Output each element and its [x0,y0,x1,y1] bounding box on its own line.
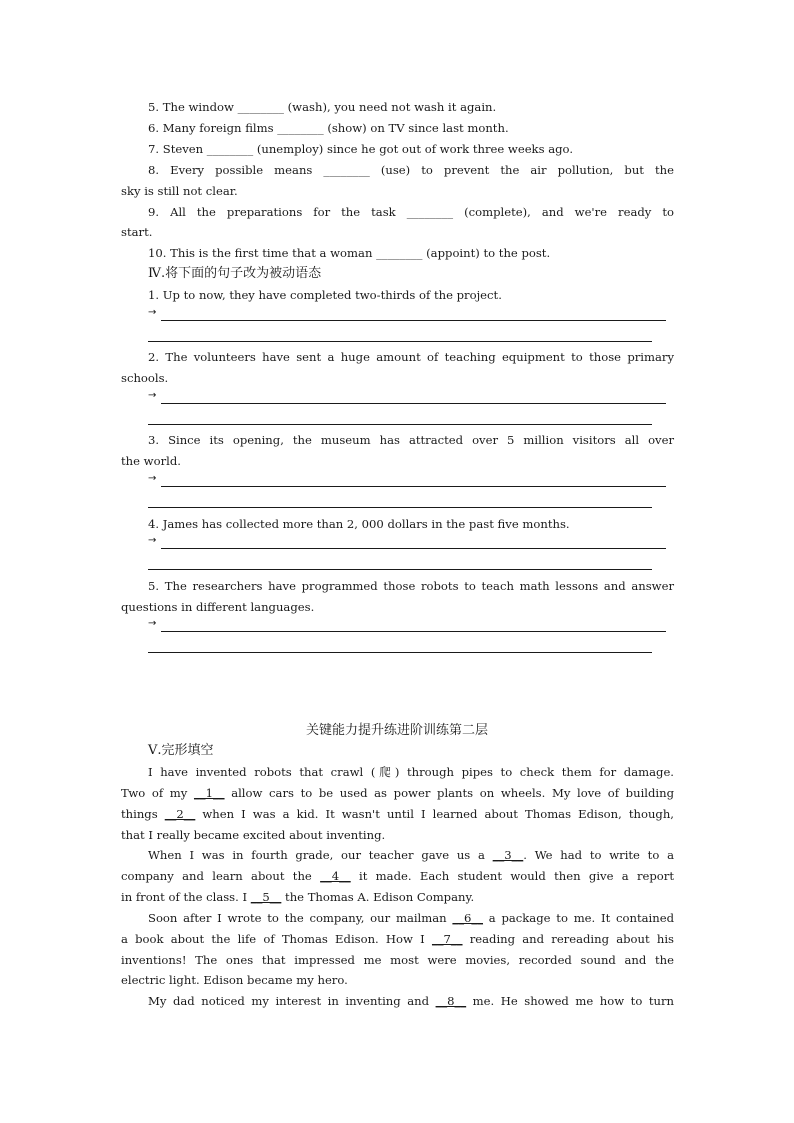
sentence-3-line-1: 3. Since its opening, the museum has attracted over 5 million visitors all over [148,433,674,447]
question-9-line-2: start. [121,225,153,239]
passage-line: electric light. Edison became my hero. [121,973,348,987]
passage-line: My dad noticed my interest in inventing and __8__ me. He showed me how to turn [148,994,674,1008]
sentence-4: 4. James has collected more than 2, 000 dollars in the past five months. [148,517,570,531]
blank-5[interactable]: __5__ [250,890,282,904]
sentence-5-line-2: questions in different languages. [121,600,315,614]
blank-7[interactable]: __7__ [431,932,463,946]
arrow-icon: → [148,535,157,546]
passage-line: Two of my __1__ allow cars to be used as power plants on wheels. My love of building [121,786,674,800]
blank-3[interactable]: __3__ [492,848,524,862]
answer-line-2a[interactable] [148,392,666,406]
sentence-3-line-2: the world. [121,454,181,468]
answer-line-3b[interactable] [148,507,652,508]
blank-4[interactable]: __4__ [320,869,351,883]
question-6: 6. Many foreign films ________ (show) on TV since last month. [148,121,509,135]
answer-line-4b[interactable] [148,569,652,570]
answer-line-3a[interactable] [148,475,666,489]
sentence-2-line-1: 2. The volunteers have sent a huge amount of teaching equipment to those primary [148,350,674,364]
blank-1[interactable]: __1__ [193,786,225,800]
question-10: 10. This is the first time that a woman ________ (appoint) to the post. [148,246,551,260]
question-8-line-2: sky is still not clear. [121,184,238,198]
passage-line: inventions! The ones that impressed me most were movies, recorded sound and the [121,953,674,967]
blank-6[interactable]: __6__ [452,911,483,925]
sentence-2-line-2: schools. [121,371,169,385]
passage-line: in front of the class. I __5__ the Thomas A. Edison Company. [121,890,475,904]
arrow-icon: → [148,307,157,318]
passage-line: I have invented robots that crawl (爬) through pipes to check them for damage. [148,765,674,779]
answer-line-2b[interactable] [148,424,652,425]
blank-2[interactable]: __2__ [164,807,196,821]
sentence-1: 1. Up to now, they have completed two-thirds of the project. [148,288,502,302]
question-5: 5. The window ________ (wash), you need not wash it again. [148,100,497,114]
passage-line: a book about the life of Thomas Edison. How I __7__ reading and rereading about his [121,932,674,946]
blank-8[interactable]: __8__ [435,994,467,1008]
answer-line-1a[interactable] [148,309,666,323]
question-9-line-1: 9. All the preparations for the task ________ (complete), and we're ready to [148,205,674,219]
arrow-icon: → [148,473,157,484]
layer-2-title: 关键能力提升练进阶训练第二层 [305,723,488,738]
arrow-icon: → [148,618,157,629]
answer-line-4a[interactable] [148,537,666,551]
answer-line-1b[interactable] [148,341,652,342]
sentence-5-line-1: 5. The researchers have programmed those robots to teach math lessons and answer [148,579,674,593]
passage-line: Soon after I wrote to the company, our mailman __6__ a package to me. It contained [148,911,674,925]
passage-line: When I was in fourth grade, our teacher gave us a __3__. We had to write to a [148,848,674,862]
question-8-line-1: 8. Every possible means ________ (use) to prevent the air pollution, but the [148,163,674,177]
question-7: 7. Steven ________ (unemploy) since he got out of work three weeks ago. [148,142,574,156]
passage-line: that I really became excited about inventing. [121,828,386,842]
passage-line: company and learn about the __4__ it made. Each student would then give a report [121,869,674,883]
section-4-heading: Ⅳ.将下面的句子改为被动语态 [148,266,322,281]
section-5-heading: Ⅴ.完形填空 [148,743,214,758]
answer-line-5a[interactable] [148,620,666,634]
passage-line: things __2__ when I was a kid. It wasn't until I learned about Thomas Edison, though, [121,807,674,821]
answer-line-5b[interactable] [148,652,652,653]
arrow-icon: → [148,390,157,401]
